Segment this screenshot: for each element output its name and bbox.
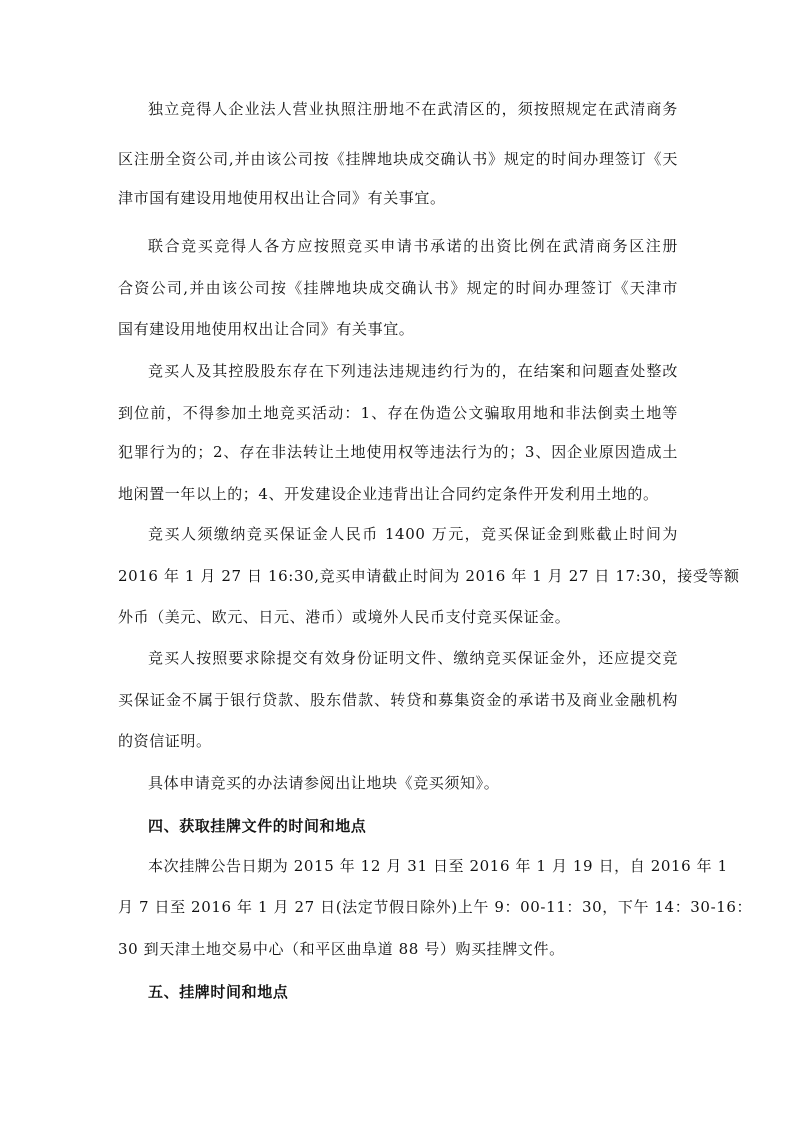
paragraph-2-line-2: 合资公司,并由该公司按《挂牌地块成交确认书》规定的时间办理签订《天津市 — [118, 279, 678, 297]
section-4-heading: 四、获取挂牌文件的时间和地点 — [148, 817, 367, 835]
paragraph-1-line-3: 津市国有建设用地使用权出让合同》有关事宜。 — [118, 189, 446, 207]
paragraph-5-line-1: 竞买人按照要求除提交有效身份证明文件、缴纳竞买保证金外，还应提交竞 — [148, 649, 678, 667]
paragraph-1-line-1: 独立竞得人企业法人营业执照注册地不在武清区的，须按照规定在武清商务 — [148, 100, 678, 118]
paragraph-4-line-2: 2016 年 1 月 27 日 16:30,竞买申请截止时间为 2016 年 1 月 27 日 17:30，接受等额 — [118, 567, 740, 585]
paragraph-2-line-3: 国有建设用地使用权出让合同》有关事宜。 — [118, 320, 415, 338]
section-4-line-1: 本次挂牌公告日期为 2015 年 12 月 31 日至 2016 年 1 月 19 日，自 2016 年 1 — [148, 857, 728, 875]
section-4-line-2: 月 7 日至 2016 年 1 月 27 日(法定节假日除外)上午 9：00-11：30，下午 14：30-16： — [118, 898, 753, 916]
paragraph-1-line-2: 区注册全资公司,并由该公司按《挂牌地块成交确认书》规定的时间办理签订《天 — [118, 150, 678, 168]
section-5-heading: 五、挂牌时间和地点 — [148, 983, 289, 1001]
paragraph-2-line-1: 联合竞买竞得人各方应按照竞买申请书承诺的出资比例在武清商务区注册 — [148, 237, 678, 255]
paragraph-3-line-2: 到位前，不得参加土地竞买活动：1、存在伪造公文骗取用地和非法倒卖土地等 — [118, 404, 678, 422]
paragraph-3-line-1: 竞买人及其控股股东存在下列违法违规违约行为的，在结案和问题查处整改 — [148, 362, 678, 380]
paragraph-5-line-2: 买保证金不属于银行贷款、股东借款、转贷和募集资金的承诺书及商业金融机构 — [118, 691, 678, 709]
paragraph-4-line-1: 竞买人须缴纳竞买保证金人民币 1400 万元，竞买保证金到账截止时间为 — [148, 525, 678, 543]
paragraph-3-line-3: 犯罪行为的；2、存在非法转让土地使用权等违法行为的；3、因企业原因造成土 — [118, 443, 678, 461]
paragraph-4-line-3: 外币（美元、欧元、日元、港币）或境外人民币支付竞买保证金。 — [118, 608, 571, 626]
paragraph-3-line-4: 地闲置一年以上的；4、开发建设企业违背出让合同约定条件开发利用土地的。 — [118, 485, 659, 503]
paragraph-6-line-1: 具体申请竞买的办法请参阅出让地块《竞买须知》。 — [148, 774, 500, 792]
section-4-line-3: 30 到天津土地交易中心（和平区曲阜道 88 号）购买挂牌文件。 — [118, 940, 565, 958]
paragraph-5-line-3: 的资信证明。 — [118, 732, 212, 750]
